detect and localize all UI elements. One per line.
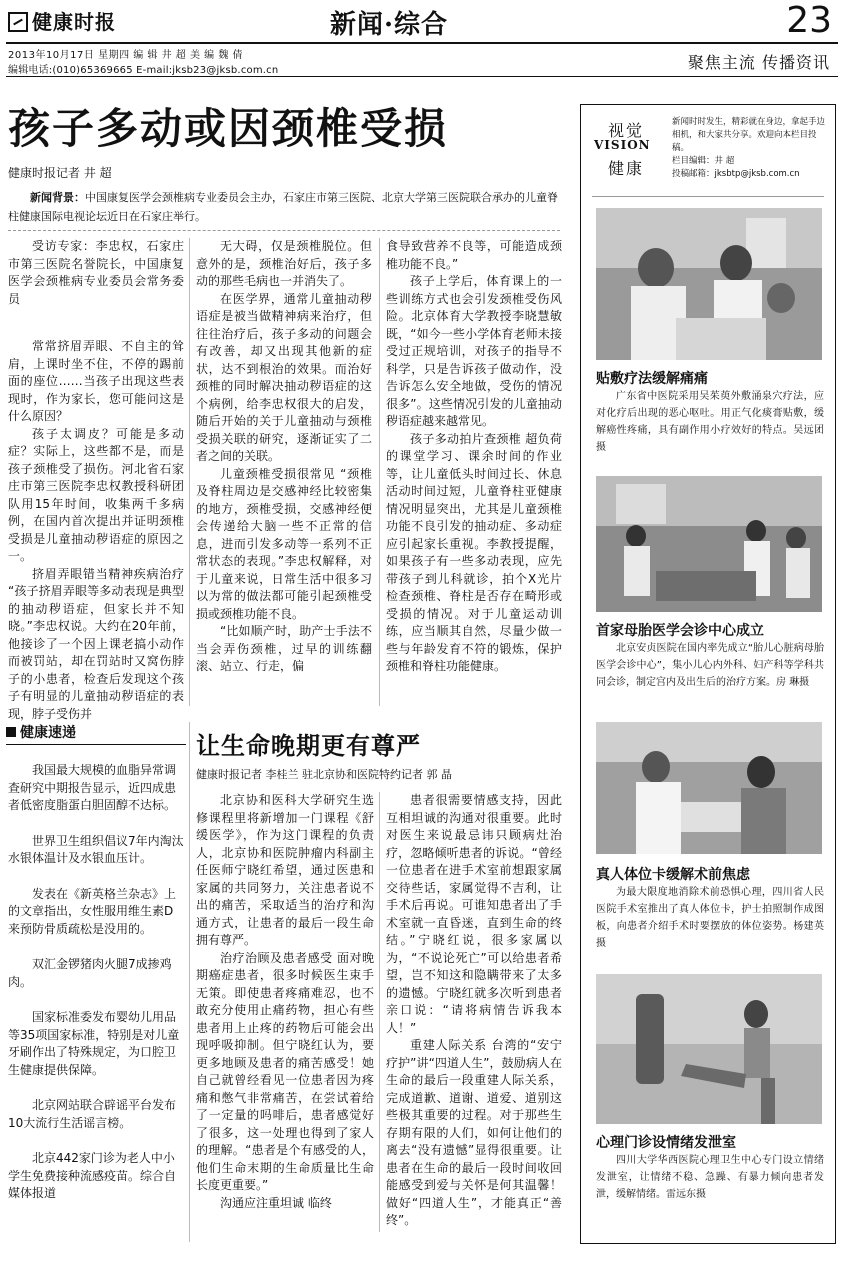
column-editor: 栏目编辑：井 超 — [672, 156, 735, 166]
brief-item: 我国最大规模的血脂异常调查研究中期报告显示，近四成患者低密度脂蛋白胆固醇不达标。 — [8, 763, 177, 812]
sidebar-title-en: VISION — [594, 138, 651, 152]
health-brief-list — [8, 762, 184, 1221]
paragraph: 孩子上学后，体育课上的一些训练方式也会引发颈椎受伤风险。北京体育大学教授李晓慧敏既，“如今一些小学体育老师未接受过正规培训，对孩子的指导不科学，只是告诉孩子做动作，没告诉怎么安全地做，受伤的情况很多”。这些情况引发的儿童抽动秽语症越来越常见。 — [386, 274, 562, 428]
second-article-column-2 — [386, 792, 562, 1232]
page-number: 23 — [786, 0, 832, 41]
main-article-column-3 — [386, 238, 562, 708]
story-caption: 四川大学华西医院心理卫生中心专门设立情绪发泄室，让情绪不稳、急躁、有暴力倾向患者发泄，缓解情绪。雷远东摄 — [596, 1155, 824, 1200]
story-caption: 北京安贞医院在国内率先成立“胎儿心脏病母胎医学会诊中心”，集小儿心内外科、妇产科等学科共同会诊，制定宫内及出生后的治疗方案。房 琳摄 — [596, 643, 824, 688]
issue-line: 2013年10月17日 星期四 编 辑 井 超 美 编 魏 倩 — [8, 50, 244, 61]
paragraph: 北京协和医科大学研究生选修课程里将新增加一门课程《舒缓医学》，作为这门课程的负责人，北京协和医院肿瘤内科副主任医师宁晓红希望，通过医患和家属的共同努力，关注患者说不出的痛苦，采取适当的治疗和沟通方式，让患者的最后一段生命拥有尊严。 — [196, 793, 374, 947]
paragraph: 在医学界，通常儿童抽动秽语症是被当做精神病来治疗，但往往治疗后，孩子多动的问题会有改善，却又出现其他新的症状，达不到根治的效果。而治好颈椎的同时解决抽动秽语症的这个病例，给李忠权很大的启发，随后开始的关于儿童抽动与颈椎受损关联的研究，逐渐证实了二者之间的关联。 — [196, 291, 372, 463]
brief-item: 发表在《新英格兰杂志》上的文章指出，女性服用维生素D来预防骨质疏松是没用的。 — [8, 886, 177, 936]
masthead-rule — [6, 42, 838, 44]
paragraph: 孩子太调皮？可能是多动症？实际上，这些都不是，而是孩子颈椎受了损伤。河北省石家庄市第三医院李忠权教授科研团队用15年时间，收集两千多病例，在国内首次提出并证明颈椎受损是儿童抽动秽语症的原因之一。 — [8, 426, 184, 563]
sidebar-title-top: 视觉 — [608, 121, 645, 140]
logo-mark-icon — [8, 12, 28, 32]
brief-item: 北京网站联合辟谣平台发布10大流行生活谣言榜。 — [8, 1098, 177, 1130]
paragraph: 重建人际关系 台湾的“安宁疗护”讲“四道人生”，鼓励病人在生命的最后一段重建人际关系，完成道歉、道谢、道爱、道别这些极其重要的过程。对于那些生存期有限的人们，如何让他们的离去“没有遗憾”显得很重要。让患者在生命的最后一段时间收回能感受到爱与关怀是何其温馨！做好“四道人生”，才能真正“善终”。 — [386, 1038, 562, 1227]
paragraph: 孩子多动拍片查颈椎 超负荷的课堂学习、课余时间的作业等，让儿童低头时间过长、休息活动时间过短，儿童脊柱亚健康情况明显突出，尤其是儿童颈椎功能不良引发的抽动症、多动症应引起家长重视。李教授提醒，如果孩子有一些多动表现，应先带孩子到儿科就诊，拍个X光片检查颈椎、脊柱是否存在畸形或受损的情况。对于儿童运动训练，应当顺其自然，尽量少做一些与年龄发育不符的锻炼，保护颈椎和脊柱功能健康。 — [386, 431, 562, 673]
health-brief-heading: 健康速递 — [6, 722, 186, 745]
second-headline: 让生命晚期更有尊严 — [196, 731, 421, 760]
brief-item: 世界卫生组织倡议7年内淘汰水银体温计及水银血压计。 — [8, 833, 184, 865]
square-bullet-icon — [6, 727, 16, 737]
paragraph: “比如顺产时，助产士手法不当会弄伤颈椎，过早的训练翻滚、站立、行走，偏 — [196, 624, 372, 673]
newspaper-logo: 健康时报 — [8, 6, 116, 35]
brief-item: 双汇金锣猪肉火腿7成掺鸡肉。 — [8, 957, 172, 989]
photo-venting-room — [596, 974, 822, 1124]
sidebar-title-bottom: 健康 — [608, 159, 645, 178]
paragraph: 患者很需要情感支持，因此互相坦诚的沟通对很重要。此时对医生来说最忌讳只顾病灶治疗，忽略倾听患者的诉说。“曾经一位患者在进手术室前想跟家属交待些话，家属觉得不吉利，让手术后再说。可谁知患者出了手术室就一直昏迷，直到生命的终结。”宁晓红说，很多家属以为，“不说论死亡”可以给患者希望，岂不知这和隐瞒带来了太多的遗憾。宁晓红就多次听到患者亲口说：“请将病情告诉我本人！” — [386, 793, 562, 1035]
paragraph: 无大碍，仅是颈椎脱位。但意外的是，颈椎治好后，孩子多动的那些毛病也一并消失了。 — [196, 239, 372, 288]
story-caption: 为最大限度地消除术前恐惧心理，四川省人民医院手术室推出了真人体位卡，护士拍照制作成图板，向患者介绍手术时要摆放的体位姿势。杨建英摄 — [596, 887, 824, 949]
background-divider — [8, 230, 560, 231]
section-title: 新闻·综合 — [330, 10, 449, 40]
paragraph: 常常挤眉弄眼、不自主的耸肩，上课时坐不住，不停的踢前面的座位……当孩子出现这些表现时，作为家长，您可能问这是什么原因？ — [8, 339, 184, 423]
sidebar-divider — [592, 196, 824, 197]
column-divider — [189, 238, 190, 706]
story-title: 真人体位卡缓解术前焦虑 — [596, 867, 750, 883]
main-headline: 孩子多动或因颈椎受损 — [8, 104, 449, 153]
brief-item: 北京442家门诊为老人中小学生免费接种流感疫苗。综合自媒体报道 — [8, 1151, 177, 1200]
paragraph: 受访专家：李忠权，石家庄市第三医院名誉院长，中国康复医学会颈椎病专业委员会常务委员 — [8, 239, 184, 306]
story-title: 首家母胎医学会诊中心成立 — [596, 623, 764, 639]
masthead-rule-bottom — [6, 76, 838, 77]
intro-text: 新闻时时发生，精彩就在身边，拿起手边相机，和大家共分享。欢迎向本栏目投稿。 — [672, 117, 826, 153]
sidebar-intro — [672, 116, 832, 181]
story-title: 贴敷疗法缓解痛痛 — [596, 371, 708, 387]
slogan: 聚焦主流 传播资讯 — [687, 53, 830, 72]
paragraph: 食导致营养不良等，可能造成颈椎功能不良。” — [386, 239, 562, 271]
column-divider — [189, 722, 190, 1242]
contact-line: 编辑电话:(010)65369665 E-mail:jksb23@jksb.com.cn — [8, 65, 279, 76]
paragraph: 儿童颈椎受损很常见 “颈椎及脊柱周边是交感神经比较密集的地方，颈椎受损，交感神经便会传递给大脑一些不正常的信息，进而引发多动等一系列不正常状态的表现。”李忠权解释，对于儿童来说，日常生活中很多习以为常的做法都可能引起颈椎受损或颈椎功能不良。 — [196, 466, 372, 621]
main-byline: 健康时报记者 井 超 — [8, 166, 112, 180]
news-background: 新闻背景：中国康复医学会颈椎病专业委员会主办，石家庄市第三医院、北京大学第三医院联合承办的儿童脊柱健康国际电视论坛近日在石家庄举行。 — [8, 191, 558, 223]
paragraph: 治疗治顾及患者感受 面对晚期癌症患者，很多时候医生束手无策。即使患者疼痛难忍，也不敢充分使用止痛药物，担心有些患者用上止疼的药物后可能会出现呼吸抑制。但宁晓红认为，要更多地顾及患者的痛苦感受！她自己就曾经看见一位患者因为疼痛和憋气非常痛苦，在尝试着给了一定量的吗啡后，患者感觉好了很多，这一处理也得到了家人的理解。“患者是个有感受的人，他们生命末期的生命质量比生命长度更重要。” — [196, 950, 374, 1192]
main-article-column-1 — [8, 238, 184, 721]
photo-hospital-treatment — [596, 208, 822, 360]
photo-position-card — [596, 722, 822, 854]
column-divider — [379, 792, 380, 1232]
second-article-column-1 — [196, 792, 374, 1232]
story-title: 心理门诊设情绪发泄室 — [596, 1135, 736, 1151]
paragraph: 挤眉弄眼错当精神疾病治疗 “孩子挤眉弄眼等多动表现是典型的抽动秽语症，但家长并不知晓。”李忠权说。大约在20年前，他接诊了一个因上课老搞小动作而被罚站，却在罚站时又窝伤脖子的小患者，检查后发现这个孩子有明显的儿童抽动秽语症的表现，脖子受伤并 — [8, 566, 184, 721]
photo-consultation-meeting — [596, 476, 822, 612]
second-byline: 健康时报记者 李桂兰 驻北京协和医院特约记者 郭 晶 — [196, 768, 452, 781]
brief-item: 国家标准委发布婴幼儿用品等35项国家标准，特别是对儿童牙刷作出了特殊规定，为口腔卫生健康提供保障。 — [8, 1010, 180, 1077]
paragraph: 沟通应注重坦诚 临终 — [220, 1195, 332, 1210]
story-caption: 广东省中医院采用吴茱萸外敷涌泉穴疗法，应对化疗后出现的恶心呕吐。用正气化痰膏贴敷，缓解癌性疼痛，具有副作用小疗效好的特点。吴远团摄 — [596, 391, 824, 453]
column-divider — [379, 238, 380, 706]
main-article-column-2 — [196, 238, 372, 708]
submission-email: 投稿邮箱：jksbtp@jksb.com.cn — [672, 169, 800, 179]
